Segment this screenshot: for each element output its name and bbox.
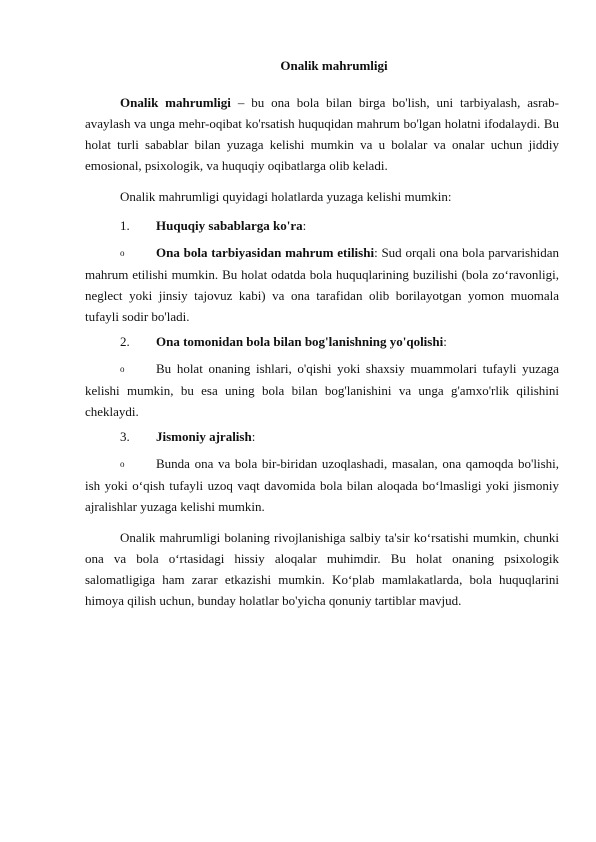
- item-heading: Ona tomonidan bola bilan bog'lanishning yo'qolishi: [156, 334, 444, 349]
- lead-paragraph: Onalik mahrumligi quyidagi holatlarda yuzaga kelishi mumkin:: [120, 189, 452, 204]
- page-title: Onalik mahrumligi: [280, 58, 388, 73]
- item-heading: Huquqiy sabablarga ko'ra: [156, 218, 303, 233]
- item-number: 3.: [120, 429, 130, 444]
- sub-bullet-item-2: [85, 358, 559, 422]
- sub-bullet-item-1: [85, 242, 559, 327]
- document-body: [85, 92, 559, 611]
- item-number: 2.: [120, 334, 130, 349]
- sub-item-text: : Sud orqali ona bola parvarishidan mahrum etilishi mumkin. Bu holat odatda bola huquqlarining buzilishi (bola zo‘ravonligi, neglect yoki jinsiy tajovuz kabi) va ona tarafidan olib borilayotgan yomon muomala tufayli sodir bo'ladi.: [85, 245, 559, 324]
- sub-item-term: Ona bola tarbiyasidan mahrum etilishi: [156, 245, 375, 260]
- numbered-item-2: [85, 331, 559, 352]
- sub-item-text: Bunda ona va bola bir-biridan uzoqlashadi, masalan, ona qamoqda bo'lishi, ish yoki o‘qish tufayli uzoq vaqt davomida bola bilan aloqada bo‘lmasligi yoki jismoniy ajralishlar yuzaga kelishi mumkin.: [85, 456, 559, 514]
- bullet-marker: o: [120, 248, 125, 258]
- sub-bullet-item-3: [85, 453, 559, 517]
- item-heading: Jismoniy ajralish: [156, 429, 252, 444]
- sub-item-text: Bu holat onaning ishlari, o'qishi yoki shaxsiy muammolari tufayli yuzaga kelishi mumkin, bu esa uning bola bilan bog'lanishini va unga g'amxo'rlik qilishini cheklaydi.: [85, 361, 559, 419]
- item-heading-suffix: :: [302, 218, 307, 233]
- intro-paragraph: [85, 92, 559, 176]
- conclusion-paragraph: Onalik mahrumligi bolaning rivojlanishiga salbiy ta'sir ko‘rsatishi mumkin, chunki ona va bola o‘rtasidagi hissiy aloqalar muhimdir. Bu holat onaning psixologik salomatligiga ham zarar etkazishi mumkin. Ko‘plab mamlakatlarda, bola huquqlarini himoya qilish uchun, bunday holatlar bo'yicha qonuniy tartiblar mavjud.: [85, 530, 559, 608]
- item-heading-suffix: :: [251, 429, 256, 444]
- numbered-item-1: [85, 215, 559, 236]
- intro-text: – bu ona bola bilan birga bo'lish, uni tarbiyalash, asrab-avaylash va unga mehr-oqibat ko'rsatish huquqidan mahrum bo'lgan holatni ifodalaydi. Bu holat turli sabablar bilan yuzaga kelishi mumkin va u bolalar va onalar uchun jiddiy emosional, psixologik, va huquqiy oqibatlarga olib keladi.: [85, 95, 559, 173]
- intro-term: Onalik mahrumligi: [120, 95, 231, 110]
- item-number: 1.: [120, 218, 130, 233]
- bullet-marker: o: [120, 459, 125, 469]
- numbered-item-3: [85, 426, 559, 447]
- item-heading-suffix: :: [443, 334, 447, 349]
- bullet-marker: o: [120, 364, 125, 374]
